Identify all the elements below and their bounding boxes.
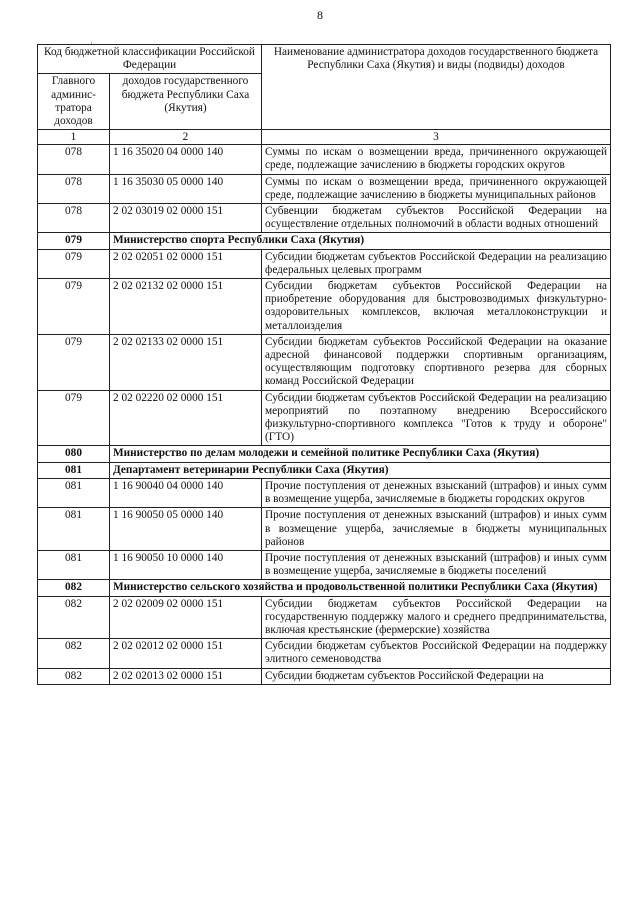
table-row	[38, 334, 611, 390]
income-description: Субсидии бюджетам субъектов Российской Федерации на приобретение оборудования для быстровозводимых физкультурно-оздоровительных комплексов, включая металлоконструкции и металлоизделия	[262, 279, 611, 335]
admin-code: 082	[38, 668, 110, 684]
admin-code: 079	[38, 334, 110, 390]
income-description: Субсидии бюджетам субъектов Российской Федерации на оказание адресной финансовой поддержки спортивным организациям, осуществляющим подготовку спортивного резерва для сборных команд Российской Федерации	[262, 334, 611, 390]
admin-code: 079	[38, 390, 110, 446]
income-code: 1 16 90050 05 0000 140	[110, 508, 262, 551]
income-description: Субсидии бюджетам субъектов Российской Федерации на государственную поддержку малого и среднего предпринимательства, включая крестьянские (фермерские) хозяйства	[262, 596, 611, 639]
income-code: 2 02 02013 02 0000 151	[110, 668, 262, 684]
admin-code: 078	[38, 145, 110, 174]
admin-code: 081	[38, 462, 110, 478]
admin-code: 082	[38, 639, 110, 668]
section-row	[38, 580, 611, 596]
income-code: 2 02 02133 02 0000 151	[110, 334, 262, 390]
column-number: 1	[38, 130, 110, 145]
section-title: Министерство сельского хозяйства и продовольственной политики Республики Саха (Якутия)	[110, 580, 611, 596]
admin-code: 081	[38, 550, 110, 579]
table-row	[38, 145, 611, 174]
income-description: Субсидии бюджетам субъектов Российской Федерации на поддержку элитного семеноводства	[262, 639, 611, 668]
table-body	[38, 145, 611, 685]
header-group-cell: Код бюджетной классификации Российской Федерации	[38, 45, 262, 74]
section-row	[38, 233, 611, 249]
table-row	[38, 174, 611, 203]
admin-code: 079	[38, 279, 110, 335]
income-description: Прочие поступления от денежных взысканий (штрафов) и иных сумм в возмещение ущерба, зачисляемые в бюджеты муниципальных районов	[262, 508, 611, 551]
income-description: Субсидии бюджетам субъектов Российской Федерации на реализацию мероприятий по поэтапному внедрению Всероссийского физкультурно-спортивного комплекса "Готов к труду и обороне" (ГТО)	[262, 390, 611, 446]
admin-code: 082	[38, 580, 110, 596]
section-row	[38, 462, 611, 478]
column-number: 2	[110, 130, 262, 145]
income-code: 1 16 35020 04 0000 140	[110, 145, 262, 174]
income-code: 2 02 02009 02 0000 151	[110, 596, 262, 639]
income-description: Суммы по искам о возмещении вреда, причиненного окружающей среде, подлежащие зачислению в бюджеты муниципальных районов	[262, 174, 611, 203]
income-description: Субсидии бюджетам субъектов Российской Федерации на	[262, 668, 611, 684]
scan-mark: ·	[90, 38, 93, 48]
table-row	[38, 508, 611, 551]
header-description-cell: Наименование администратора доходов государственного бюджета Республики Саха (Якутия) и виды (подвиды) доходов	[262, 45, 611, 130]
admin-code: 078	[38, 204, 110, 233]
income-code: 1 16 35030 05 0000 140	[110, 174, 262, 203]
admin-code: 082	[38, 596, 110, 639]
income-code: 1 16 90050 10 0000 140	[110, 550, 262, 579]
table-row	[38, 249, 611, 278]
income-code: 2 02 02220 02 0000 151	[110, 390, 262, 446]
table-row	[38, 639, 611, 668]
section-title: Департамент ветеринарии Республики Саха (Якутия)	[110, 462, 611, 478]
table-row	[38, 550, 611, 579]
table-row	[38, 390, 611, 446]
admin-code: 081	[38, 508, 110, 551]
admin-code: 079	[38, 233, 110, 249]
header-row-top	[38, 45, 611, 74]
table-row	[38, 596, 611, 639]
income-code: 2 02 03019 02 0000 151	[110, 204, 262, 233]
section-title: Министерство спорта Республики Саха (Якутия)	[110, 233, 611, 249]
header-income-cell: доходов государственного бюджета Республики Саха (Якутия)	[110, 74, 262, 130]
column-number: 3	[262, 130, 611, 145]
admin-code: 078	[38, 174, 110, 203]
page-number: 8	[317, 8, 323, 22]
budget-classification-table	[37, 44, 611, 685]
header-admin-cell: Главного админис-тратора доходов	[38, 74, 110, 130]
section-title: Министерство по делам молодежи и семейной политике Республики Саха (Якутия)	[110, 446, 611, 462]
table-row	[38, 478, 611, 507]
income-code: 1 16 90040 04 0000 140	[110, 478, 262, 507]
income-code: 2 02 02051 02 0000 151	[110, 249, 262, 278]
table-row	[38, 204, 611, 233]
income-description: Суммы по искам о возмещении вреда, причиненного окружающей среде, подлежащие зачислению в бюджеты городских округов	[262, 145, 611, 174]
table-row	[38, 279, 611, 335]
admin-code: 079	[38, 249, 110, 278]
income-description: Субвенции бюджетам субъектов Российской Федерации на осуществление отдельных полномочий в области водных отношений	[262, 204, 611, 233]
section-row	[38, 446, 611, 462]
income-code: 2 02 02012 02 0000 151	[110, 639, 262, 668]
admin-code: 081	[38, 478, 110, 507]
table-row	[38, 668, 611, 684]
income-description: Прочие поступления от денежных взысканий (штрафов) и иных сумм в возмещение ущерба, зачисляемые в бюджеты поселений	[262, 550, 611, 579]
income-code: 2 02 02132 02 0000 151	[110, 279, 262, 335]
admin-code: 080	[38, 446, 110, 462]
income-description: Субсидии бюджетам субъектов Российской Федерации на реализацию федеральных целевых программ	[262, 249, 611, 278]
income-description: Прочие поступления от денежных взысканий (штрафов) и иных сумм в возмещение ущерба, зачисляемые в бюджеты городских округов	[262, 478, 611, 507]
column-number-row	[38, 130, 611, 145]
